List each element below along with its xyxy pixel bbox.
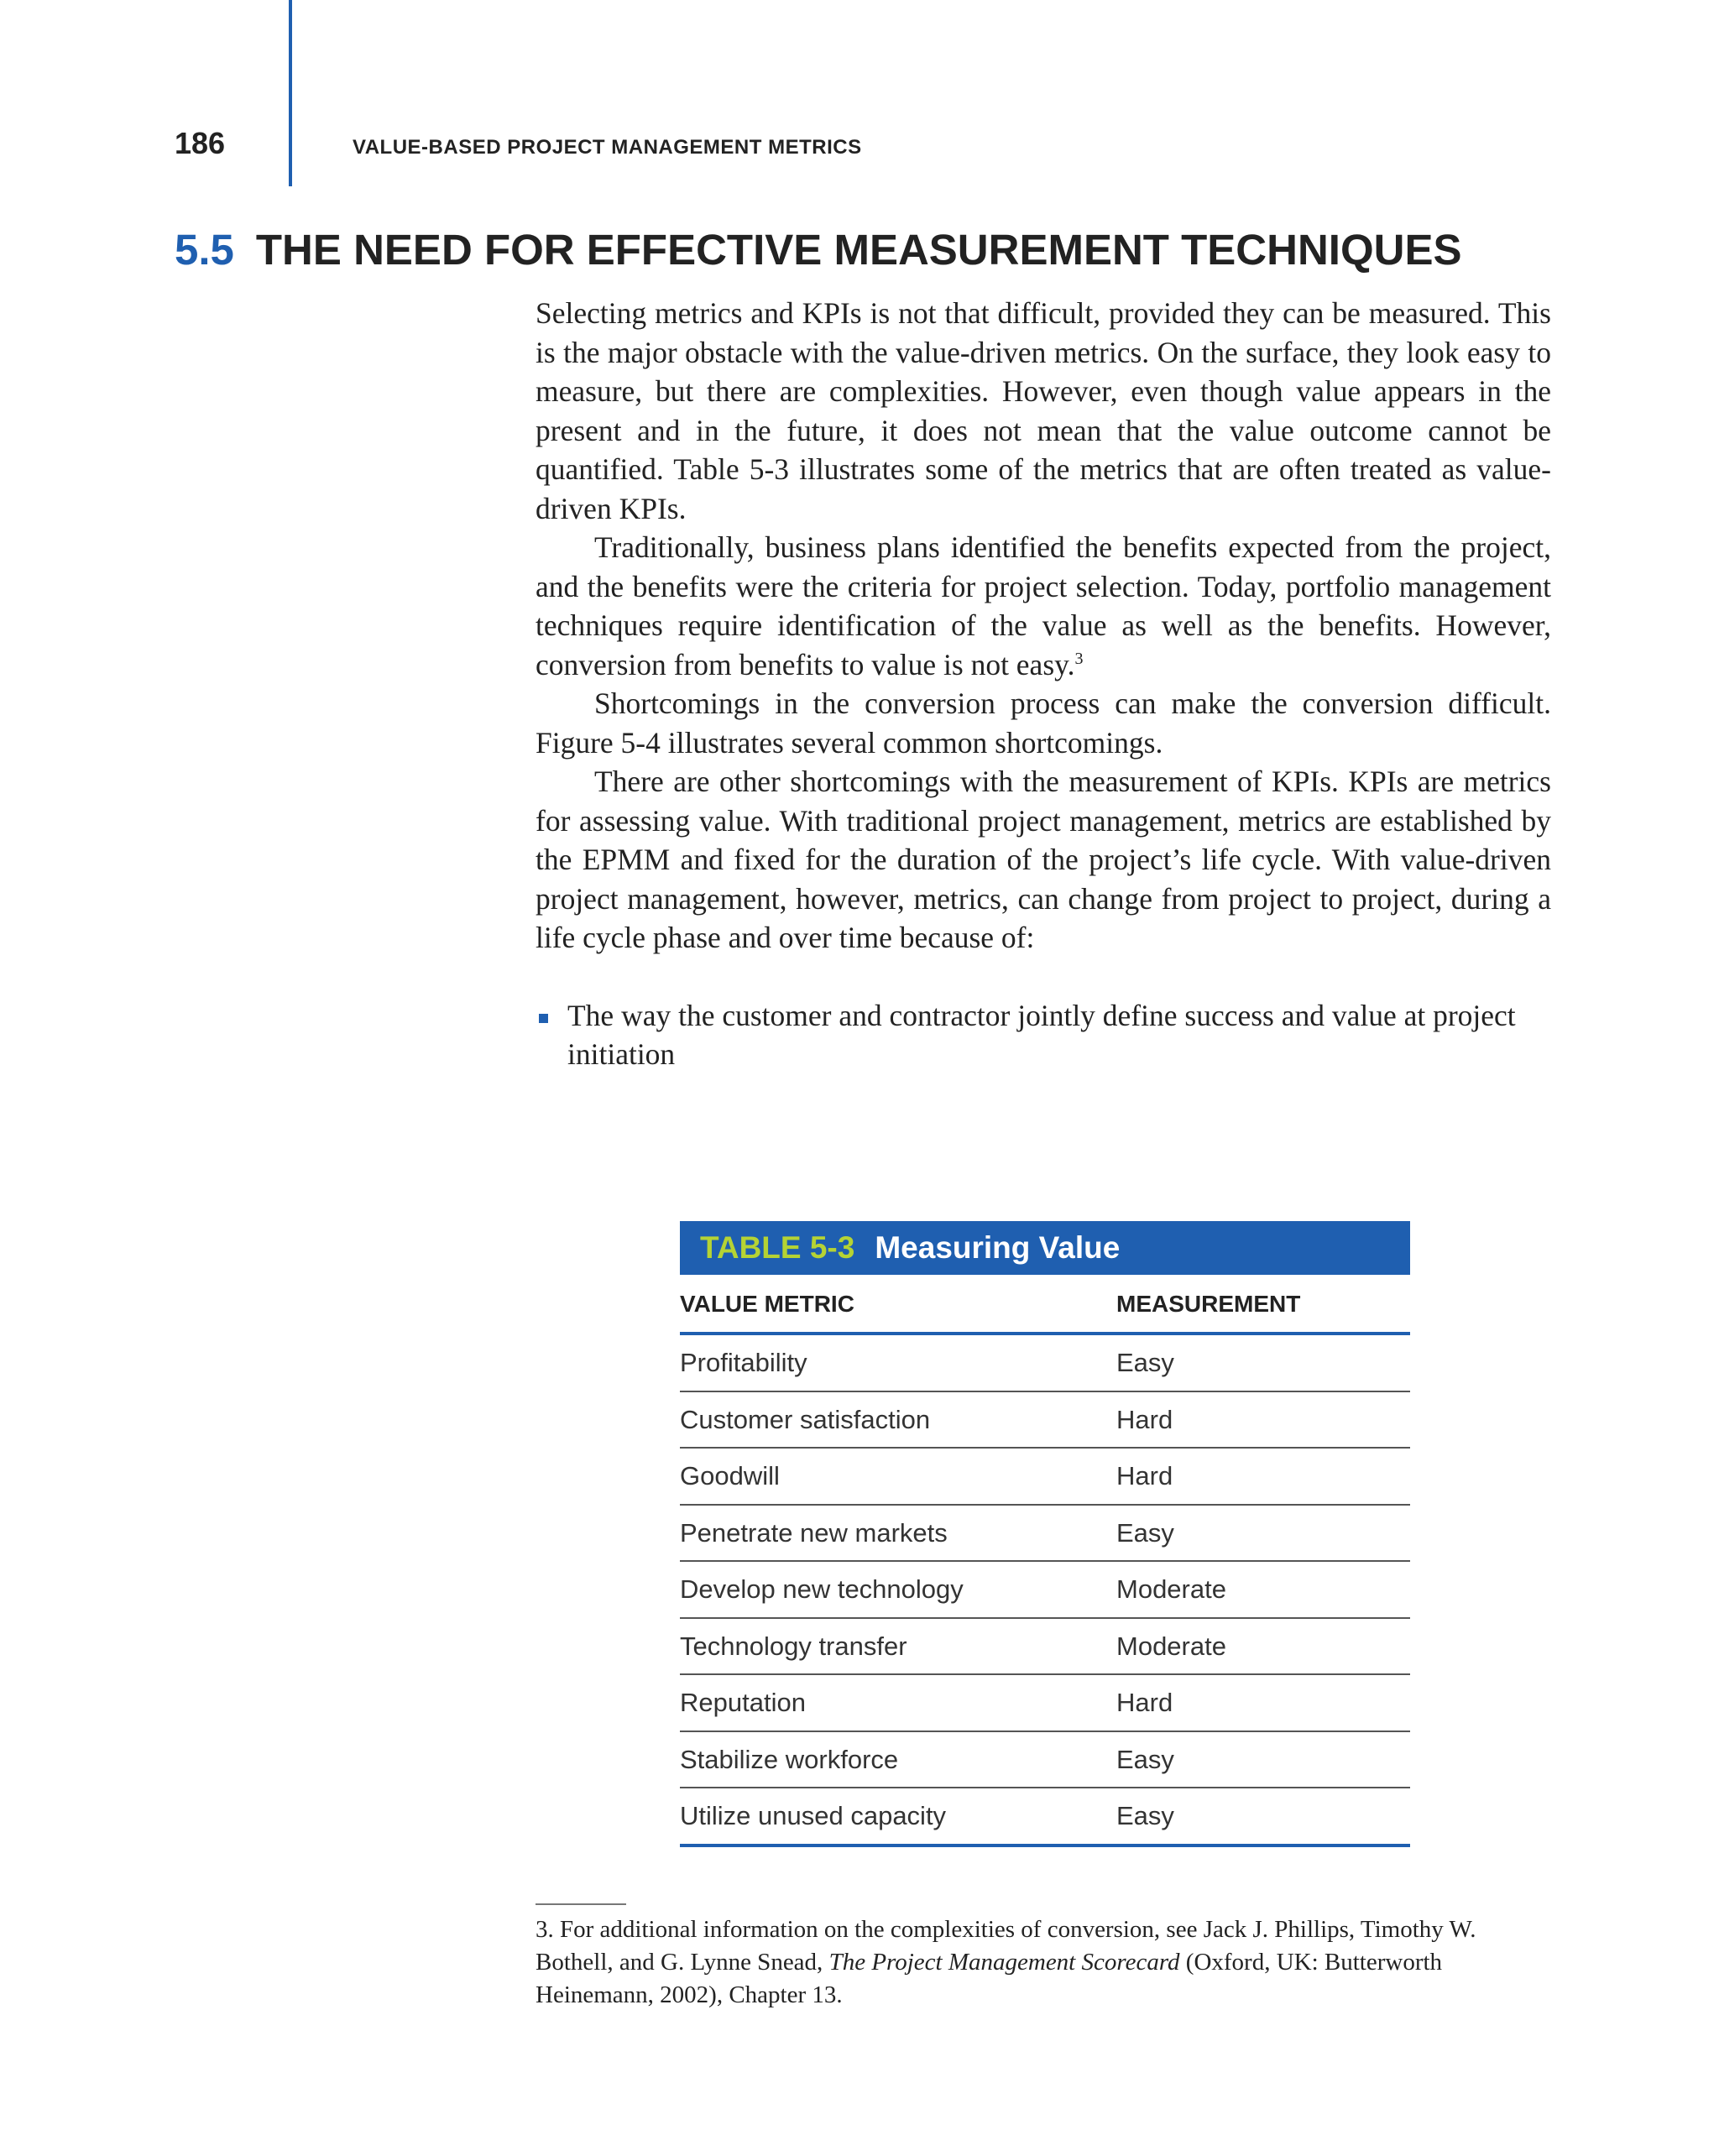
table-row (680, 1449, 1410, 1506)
paragraph-4: There are other shortcomings with the measurement of KPIs. KPIs are metrics for assessing value. With traditional project management, metrics are established by the EPMM and fixed for the duration of the project’s life cycle. With value-driven project management, however, metrics, can change from project to project, during a life cycle phase and over time because of: (536, 765, 1551, 954)
table-title: Measuring Value (875, 1230, 1121, 1265)
value-metric-cell: Stabilize workforce (680, 1744, 899, 1774)
column-header-measurement: MEASUREMENT (1116, 1291, 1301, 1317)
value-metric-cell: Goodwill (680, 1461, 780, 1490)
table-row (680, 1335, 1410, 1392)
section-number: 5.5 (175, 226, 234, 274)
header-rule (289, 0, 292, 186)
value-metric-cell: Penetrate new markets (680, 1517, 948, 1548)
section-heading (175, 225, 1462, 274)
page-number: 186 (175, 126, 226, 160)
bullet-text: The way the customer and contractor jointly define success and value at project initiation (567, 998, 1516, 1071)
footnote-tail: (Oxford, UK: Butterworth Heinemann, 2002), Chapter 13. (536, 1949, 1443, 2008)
footnote-lead: 3. For additional information on the complexities of conversion, see Jack J. Phillips, Timothy W. Bothell, and G. Lynne Snead, (536, 1916, 1476, 1976)
paragraph-3: Shortcomings in the conversion process can make the conversion difficult. Figure 5-4 illustrates several common shortcomings. (536, 686, 1551, 760)
paragraph-2-text: Traditionally, business plans identified the benefits expected from the project, and the benefits were the criteria for project selection. Today, portfolio management techniques require identification of the value as well as the benefits. However, conversion from benefits to value is not easy. (536, 530, 1551, 681)
value-metric-cell: Utilize unused capacity (680, 1801, 947, 1830)
value-metric-cell: Technology transfer (680, 1631, 907, 1661)
measurement-cell: Moderate (1116, 1574, 1226, 1604)
value-metric-cell: Profitability (680, 1348, 807, 1377)
measurement-cell: Hard (1116, 1404, 1173, 1434)
table-row (680, 1392, 1410, 1449)
footnote-book-title: The Project Management Scorecard (828, 1949, 1180, 1976)
measurement-cell: Easy (1116, 1801, 1174, 1830)
column-header-value-metric: VALUE METRIC (680, 1291, 854, 1317)
table-row (680, 1788, 1410, 1847)
table-header-row (680, 1275, 1410, 1335)
table-row (680, 1506, 1410, 1563)
measurement-cell: Easy (1116, 1517, 1174, 1548)
measurement-cell: Easy (1116, 1744, 1174, 1774)
table-row (680, 1619, 1410, 1676)
value-metric-cell: Reputation (680, 1688, 806, 1717)
measurement-cell: Moderate (1116, 1631, 1226, 1661)
running-head: VALUE-BASED PROJECT MANAGEMENT METRICS (353, 136, 862, 159)
table-row (680, 1562, 1410, 1619)
footnote (536, 1913, 1551, 2012)
table-row (680, 1675, 1410, 1732)
table-label: TABLE 5-3 (700, 1230, 855, 1265)
bullet-item (536, 996, 1551, 1074)
bullet-square-icon (536, 996, 567, 1074)
value-metric-cell: Customer satisfaction (680, 1404, 931, 1434)
paragraph-2 (536, 528, 1551, 684)
table-caption (680, 1221, 1410, 1275)
footnote-rule (536, 1903, 626, 1905)
value-metric-cell: Develop new technology (680, 1574, 964, 1604)
footnote-ref[interactable]: 3 (1074, 649, 1084, 668)
measurement-cell: Easy (1116, 1348, 1174, 1377)
measurement-cell: Hard (1116, 1688, 1173, 1717)
section-title: THE NEED FOR EFFECTIVE MEASUREMENT TECHNIQUES (255, 226, 1462, 274)
table-row (680, 1732, 1410, 1789)
measurement-cell: Hard (1116, 1461, 1173, 1490)
paragraph-1: Selecting metrics and KPIs is not that difficult, provided they can be measured. This is the major obstacle with the value-driven metrics. On the surface, they look easy to measure, but there are complexities. However, even though value appears in the present and in the future, it does not mean that the value outcome cannot be quantified. Table 5-3 illustrates some of the metrics that are often treated as value-driven KPIs. (536, 296, 1551, 525)
measuring-value-table (680, 1221, 1410, 1847)
body-text (536, 294, 1551, 1074)
